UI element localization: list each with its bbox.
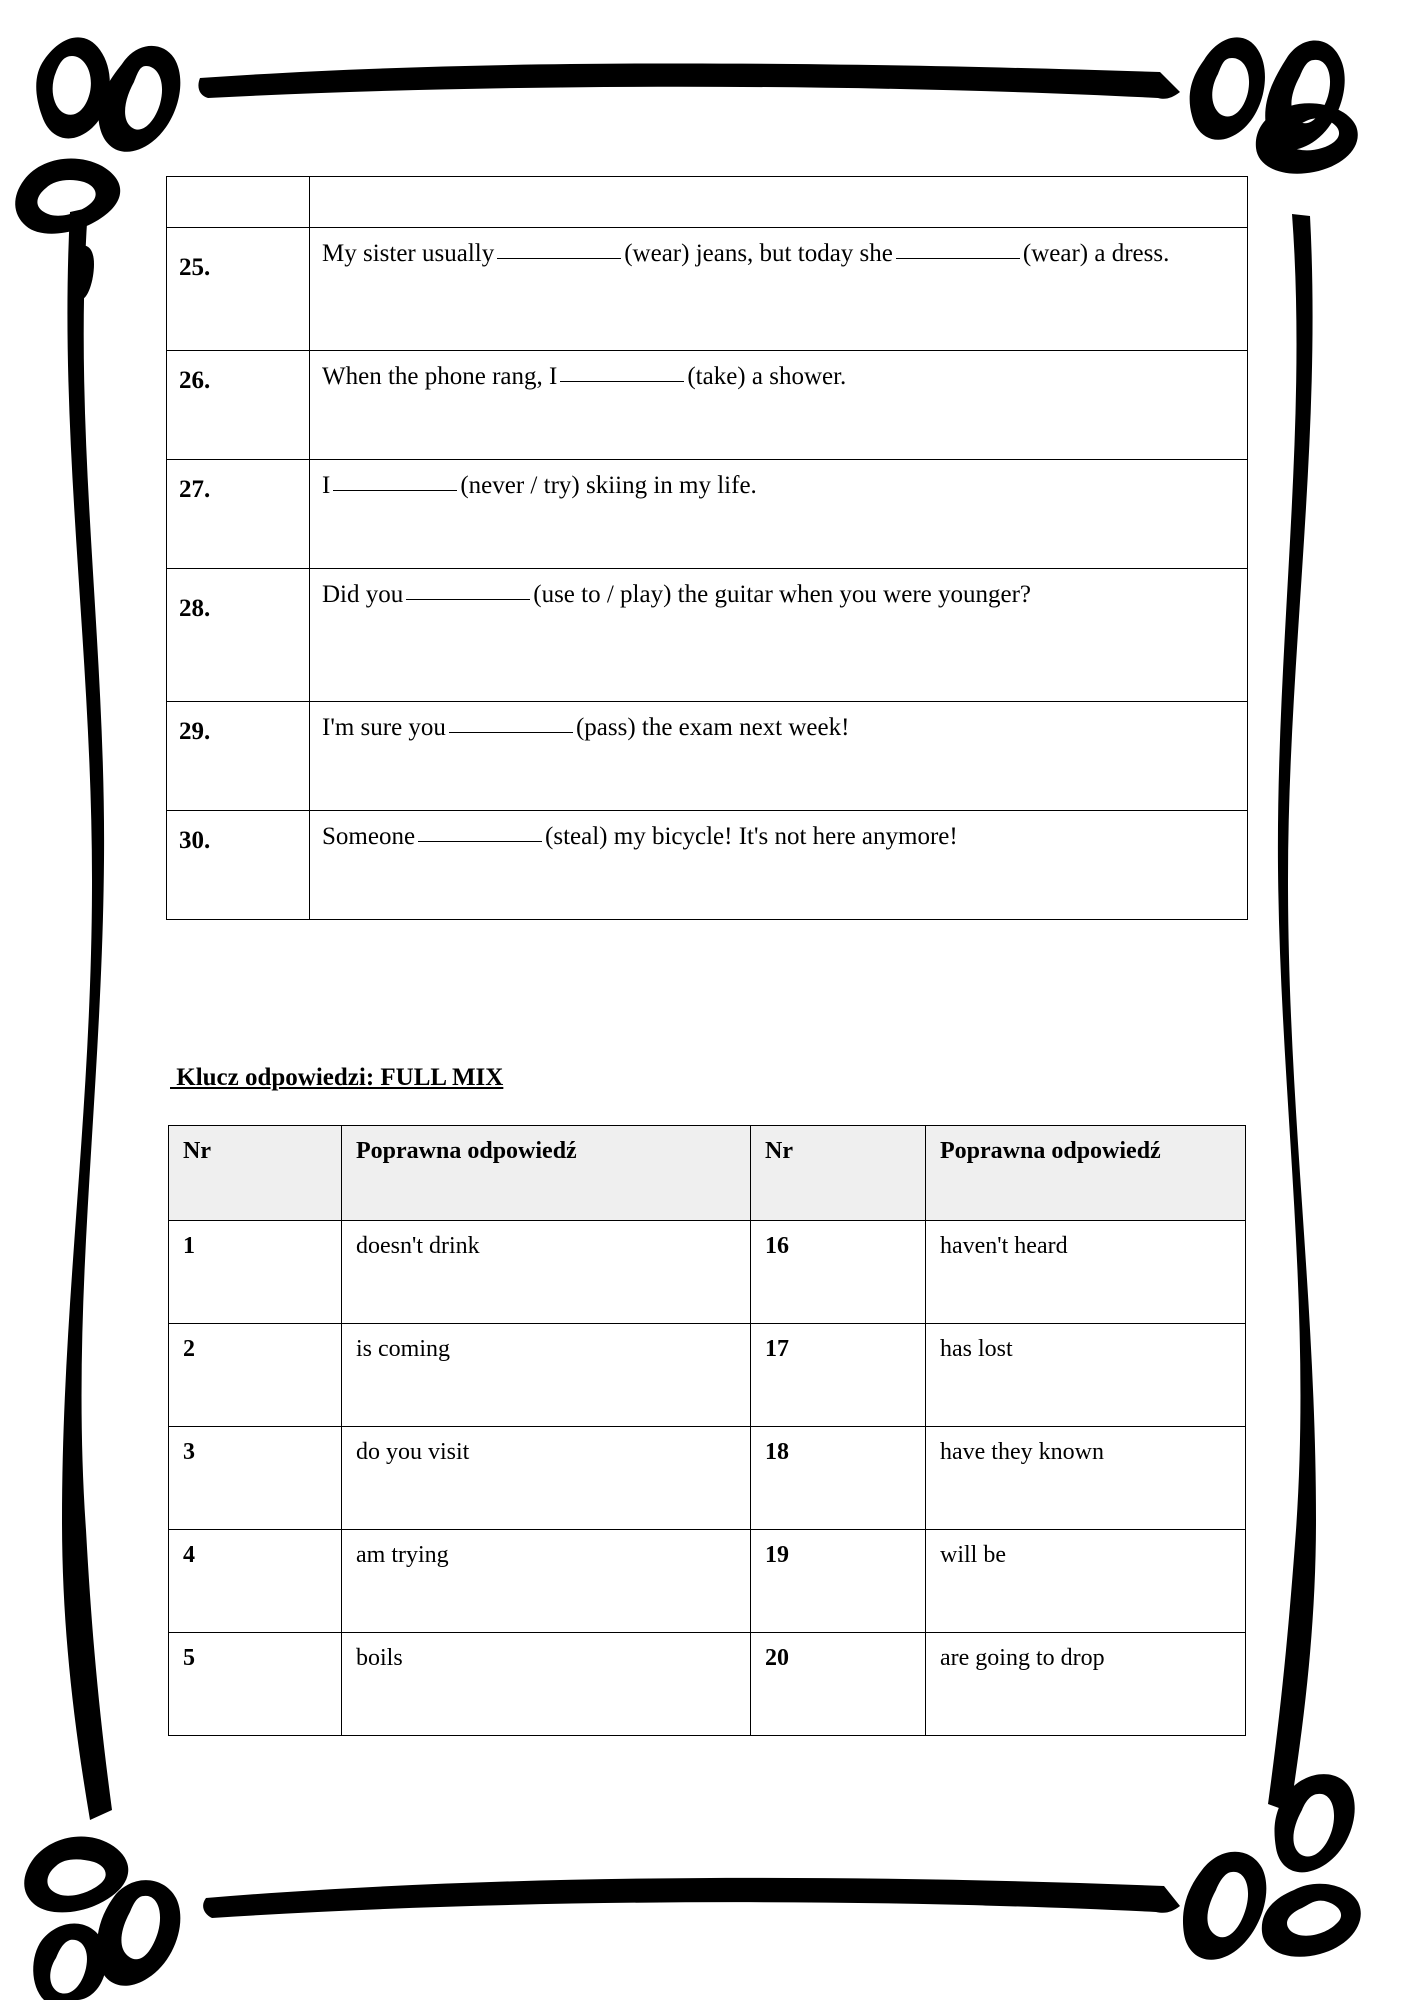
sentence-part: Someone [322,823,416,850]
column-header-nr-right: Nr [751,1126,926,1221]
answer-text-right: has lost [926,1324,1246,1427]
exercise-number: 25. [179,254,211,281]
column-header-answer-right: Poprawna odpowiedź [926,1126,1246,1221]
sentence-part: Did you [322,581,404,608]
answer-key-table [168,1125,1246,1736]
answer-blank[interactable] [896,258,1020,259]
sentence-part: (wear) jeans, but today she [624,240,893,267]
answer-text-right: haven't heard [926,1221,1246,1324]
answer-text-left: is coming [342,1324,751,1427]
exercise-sentence-cell [310,702,1248,811]
answer-nr-left: 4 [169,1530,342,1633]
sentence-part: When the phone rang, I [322,363,558,390]
exercise-nr-cell [167,569,310,702]
answer-text-left: do you visit [342,1427,751,1530]
table-row [169,1633,1246,1736]
table-row [167,177,1248,228]
exercise-nr-cell [167,351,310,460]
answer-nr-right: 18 [751,1427,926,1530]
table-row [169,1324,1246,1427]
exercise-number: 30. [179,827,211,854]
answer-nr-right: 19 [751,1530,926,1633]
answer-nr-right: 17 [751,1324,926,1427]
exercise-sentence-cell [310,228,1248,351]
answer-blank[interactable] [449,732,573,733]
answer-nr-right: 20 [751,1633,926,1736]
sentence-part: (steal) my bicycle! It's not here anymore! [545,823,958,850]
exercise-table [166,176,1248,920]
sentence-part: (wear) a dress. [1022,240,1170,267]
table-row [169,1427,1246,1530]
exercise-sentence-cell [310,569,1248,702]
exercise-nr-cell [167,811,310,920]
answer-nr-left: 2 [169,1324,342,1427]
answer-text-right: are going to drop [926,1633,1246,1736]
answer-blank[interactable] [333,490,457,491]
exercise-sentence-cell [310,351,1248,460]
answer-nr-left: 1 [169,1221,342,1324]
answer-blank[interactable] [560,381,684,382]
sentence-part: (never / try) skiing in my life. [460,472,757,499]
column-header-nr-left: Nr [169,1126,342,1221]
table-row [169,1221,1246,1324]
exercise-nr-cell [167,460,310,569]
answer-text-left: am trying [342,1530,751,1633]
table-row [169,1530,1246,1633]
answer-text-left: boils [342,1633,751,1736]
sentence-part: (pass) the exam next week! [575,714,850,741]
exercise-sentence-cell [310,460,1248,569]
sentence-part: I'm sure you [322,714,446,741]
answer-text-right: have they known [926,1427,1246,1530]
exercise-nr-cell [167,228,310,351]
table-row [167,811,1248,920]
sentence-part: My sister usually [322,240,495,267]
exercise-number: 28. [179,595,211,622]
sentence-part: (use to / play) the guitar when you were younger? [533,581,1032,608]
table-header-row [169,1126,1246,1221]
answer-nr-left: 5 [169,1633,342,1736]
answer-key-heading: Klucz odpowiedzi: FULL MIX [170,1064,504,1091]
answer-blank[interactable] [406,599,530,600]
answer-text-right: will be [926,1530,1246,1633]
exercise-number: 29. [179,718,211,745]
exercise-number: 27. [179,476,211,503]
table-row [167,702,1248,811]
table-row [167,569,1248,702]
exercise-number: 26. [179,367,211,394]
exercise-nr-cell-empty [167,177,310,228]
answer-nr-left: 3 [169,1427,342,1530]
table-row [167,228,1248,351]
sentence-part: I [322,472,331,499]
column-header-answer-left: Poprawna odpowiedź [342,1126,751,1221]
table-row [167,351,1248,460]
sentence-part: (take) a shower. [687,363,847,390]
answer-nr-right: 16 [751,1221,926,1324]
exercise-sentence-cell-empty [310,177,1248,228]
answer-blank[interactable] [418,841,542,842]
answer-text-left: doesn't drink [342,1221,751,1324]
exercise-sentence-cell [310,811,1248,920]
exercise-nr-cell [167,702,310,811]
answer-blank[interactable] [497,258,621,259]
table-row [167,460,1248,569]
